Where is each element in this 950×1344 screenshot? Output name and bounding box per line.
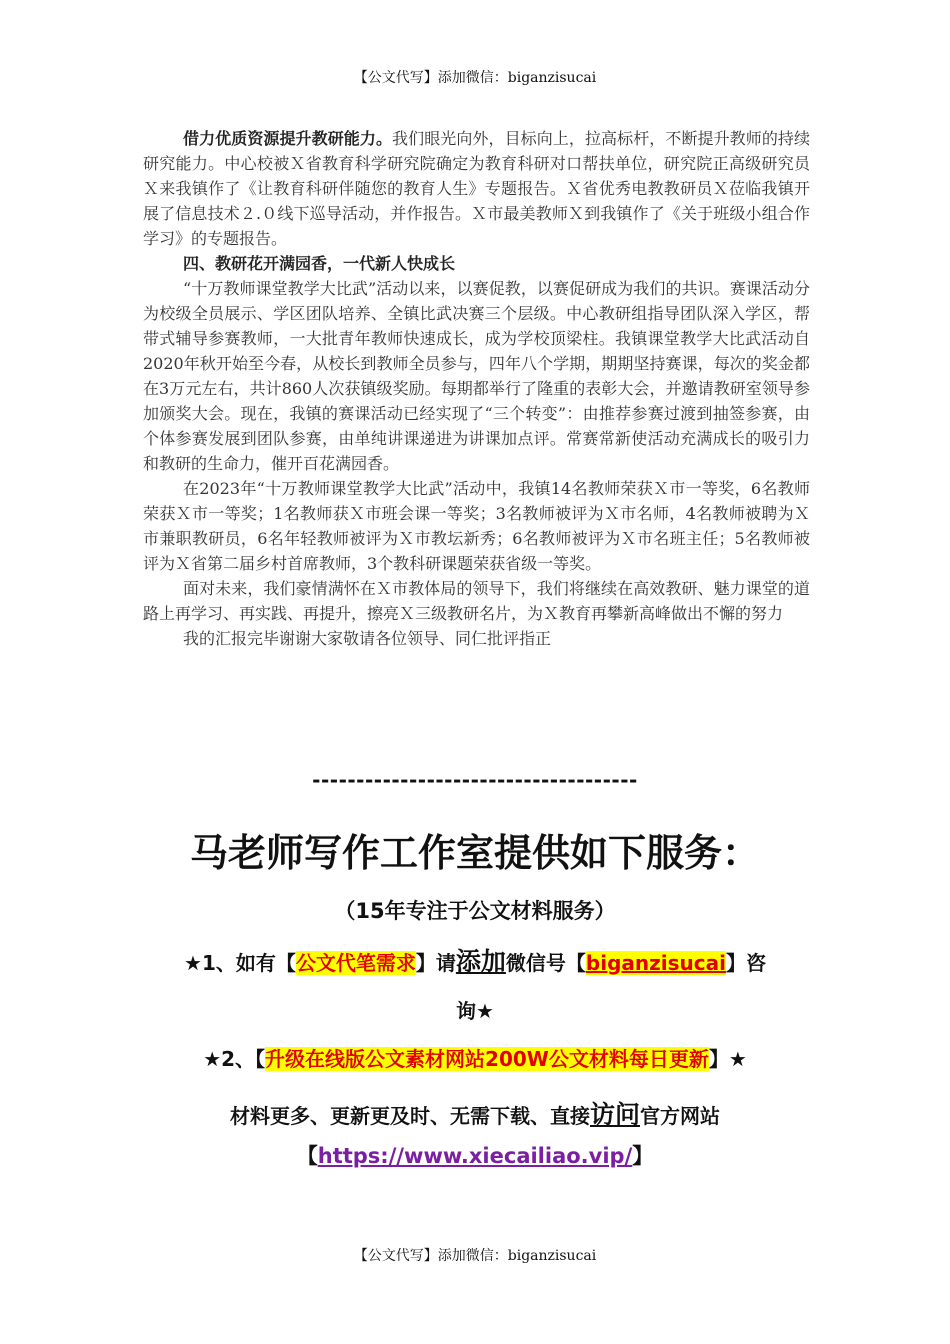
highlight-service: 公文代笔需求 bbox=[295, 951, 416, 975]
ad-line-4: 【https://www.xiecailiao.vip/】 bbox=[296, 1144, 654, 1168]
paragraph-lead-bold: 借力优质资源提升教研能力。 bbox=[183, 129, 393, 148]
ad-title: 马老师写作工作室提供如下服务： bbox=[189, 831, 760, 875]
visit-emphasis: 访问 bbox=[589, 1100, 640, 1129]
paragraph-closing: 我的汇报完毕谢谢大家敬请各位领导、同仁批评指正 bbox=[183, 629, 552, 648]
paragraph-competition: “十万教师课堂教学大比武”活动以来，以赛促教，以赛促研成为我们的共识。赛课活动分为校级全员展示、学区团队培养、全镇比武决赛三个层级。中心教研组指导团队深入学区，帮带式辅导参赛教师，一大批青年教师快速成长，成为学校顶梁柱。我镇课堂教学大比武活动自2020年秋开始至今春，从校长到教师全员参与，四年八个学期，期期坚持赛课，每次的奖金都在3万元左右，共计860人次获镇级奖励。每期都举行了隆重的表彰大会，并邀请教研室领导参加颁奖大会。现在，我镇的赛课活动已经实现了“三个转变”：由推荐参赛过渡到抽签参赛，由个体参赛发展到团队参赛，由单纯讲课递进为讲课加点评。常赛常新使活动充满成长的吸引力和教研的生命力，催开百花满园香。 bbox=[143, 279, 810, 473]
add-emphasis: 添加 bbox=[455, 947, 506, 976]
ad-line-3: 材料更多、更新更及时、无需下载、直接访问官方网站 bbox=[229, 1100, 720, 1129]
ad-line-1: ★1、如有【公文代笔需求】请添加微信号【biganzisucai】咨 bbox=[184, 947, 766, 976]
document-body bbox=[143, 126, 810, 651]
page-footer: 【公文代写】添加微信：biganzisucai bbox=[353, 1248, 597, 1264]
paragraph-future: 面对未来，我们豪情满怀在Ｘ市教体局的领导下，我们将继续在高效教研、魅力课堂的道路上再学习、再实践、再提升，擦亮Ｘ三级教研名片，为Ｘ教育再攀新高峰做出不懈的努力 bbox=[143, 579, 810, 623]
wechat-id[interactable]: biganzisucai bbox=[585, 951, 726, 975]
page-header: 【公文代写】添加微信：biganzisucai bbox=[353, 70, 597, 86]
paragraph-awards: 在2023年“十万教师课堂教学大比武”活动中，我镇14名教师荣获Ｘ市一等奖，6名教师荣获Ｘ市一等奖；1名教师获Ｘ市班会课一等奖；3名教师被评为Ｘ市名师，4名教师被聘为Ｘ市兼职教研员，6名年轻教师被评为Ｘ市教坛新秀；6名教师被评为Ｘ市名班主任；5名教师被评为Ｘ省第二届乡村首席教师，3个教科研课题荣获省级一等奖。 bbox=[143, 479, 810, 573]
ad-subtitle: （15年专注于公文材料服务） bbox=[334, 899, 616, 923]
paragraph-research-ability bbox=[143, 126, 810, 251]
website-link[interactable]: https://www.xiecailiao.vip/ bbox=[317, 1144, 633, 1168]
highlight-website: 升级在线版公文素材网站200W公文材料每日更新 bbox=[265, 1047, 709, 1071]
ad-line-2: ★2、【升级在线版公文素材网站200W公文材料每日更新】★ bbox=[203, 1047, 747, 1071]
section-heading: 四、教研花开满园香，一代新人快成长 bbox=[183, 254, 456, 273]
paragraph-text: 我们眼光向外，目标向上，拉高标杆，不断提升教师的持续研究能力。中心校被Ｘ省教育科学研究院确定为教育科研对口帮扶单位，研究院正高级研究员Ｘ来我镇作了《让教育科研伴随您的教育人生》专题报告。Ｘ省优秀电教教研员Ｘ莅临我镇开展了信息技术２.０线下巡导活动，并作报告。Ｘ市最美教师Ｘ到我镇作了《关于班级小组合作学习》的专题报告。 bbox=[143, 129, 810, 248]
ad-line-1-cont: 询★ bbox=[456, 999, 494, 1023]
dashed-divider: ------------------------------------- bbox=[312, 768, 638, 792]
